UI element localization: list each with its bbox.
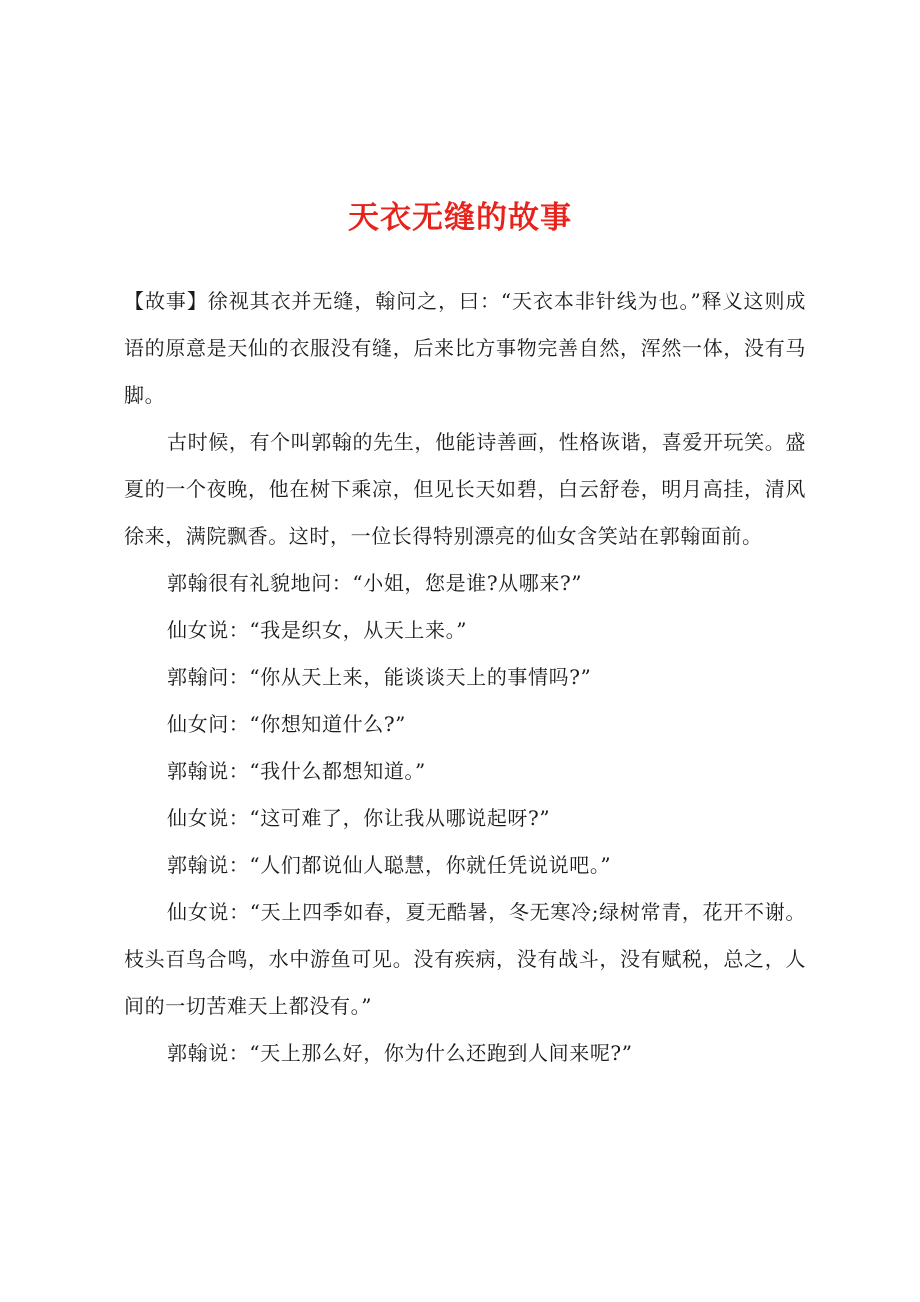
dialogue-line: 郭翰说：“人们都说仙人聪慧，你就任凭说说吧。” xyxy=(167,853,612,877)
dialogue-line: 仙女说：“天上四季如春，夏无酷暑，冬无寒冷;绿树常青，花开不谢。枝头百鸟合鸣，水中游鱼可见。没有疾病，没有战斗，没有赋税，总之，人间的一切苦难天上都没有。” xyxy=(124,900,806,1018)
paragraph-narrative: 古时候，有个叫郭翰的先生，他能诗善画，性格诙谐，喜爱开玩笑。盛夏的一个夜晚，他在树下乘凉，但见长天如碧，白云舒卷，明月高挂，清风徐来，满院飘香。这时，一位长得特别漂亮的仙女含笑站在郭翰面前。 xyxy=(124,430,806,548)
dialogue-line: 仙女说：“我是织女，从天上来。” xyxy=(167,618,468,642)
dialogue-line: 郭翰说：“我什么都想知道。” xyxy=(167,759,426,783)
dialogue-line: 郭翰问：“你从天上来，能谈谈天上的事情吗?” xyxy=(167,665,592,689)
paragraph-story-intro: 【故事】徐视其衣并无缝，翰问之，曰：“天衣本非针线为也。”释义这则成语的原意是天仙的衣服没有缝，后来比方事物完善自然，浑然一体，没有马脚。 xyxy=(124,289,806,407)
document-body xyxy=(124,278,806,1077)
dialogue-line: 郭翰说：“天上那么好，你为什么还跑到人间来呢?” xyxy=(167,1041,633,1065)
document-title: 天衣无缝的故事 xyxy=(348,200,572,236)
dialogue-line: 郭翰很有礼貌地问：“小姐，您是谁?从哪来?” xyxy=(167,571,583,595)
dialogue-line: 仙女说：“这可难了，你让我从哪说起呀?” xyxy=(167,806,551,830)
dialogue-line: 仙女问：“你想知道什么?” xyxy=(167,712,406,736)
